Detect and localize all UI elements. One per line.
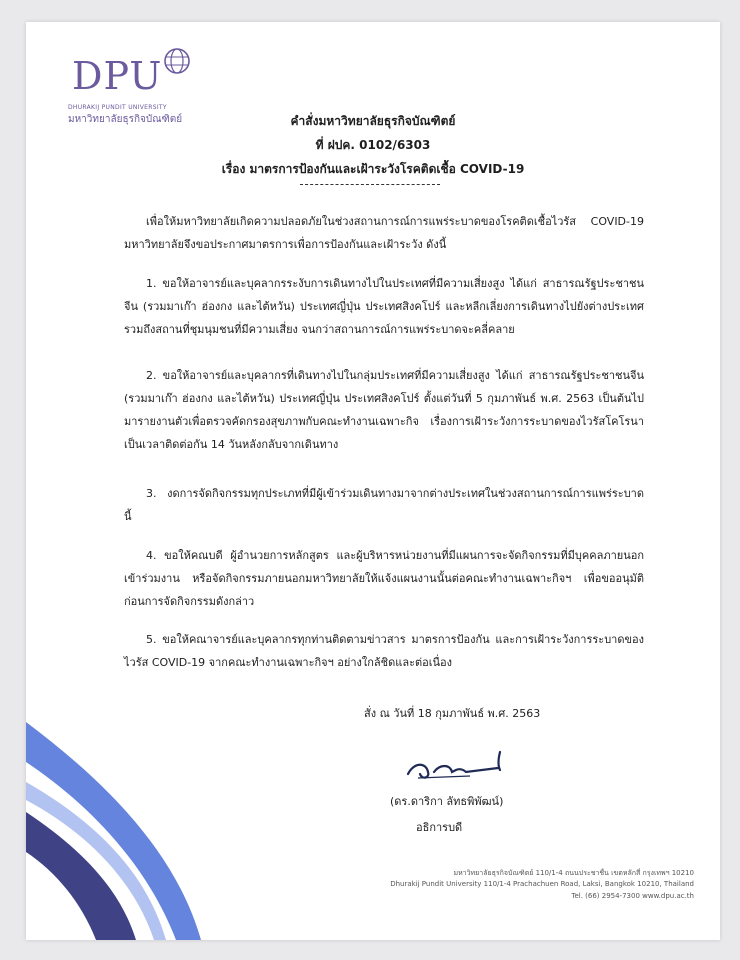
signer-name: (ดร.ดาริกา ลัทธพิพัฒน์) (390, 795, 504, 808)
footer-contact: Tel. (66) 2954-7300 www.dpu.ac.th (571, 892, 694, 900)
order-number: ที่ ฝปค. 0102/6303 (315, 138, 431, 152)
footer-address-english: Dhurakij Pundit University 110/1-4 Prachachuen Road, Laksi, Bangkok 10210, Thailand (390, 880, 694, 888)
document-page (26, 22, 720, 940)
footer-address-thai: มหาวิทยาลัยธุรกิจบัณฑิตย์ 110/1-4 ถนนประชาชื่น เขตหลักสี่ กรุงเทพฯ 10210 (453, 869, 694, 877)
measure-item-3: 3. งดการจัดกิจกรรมทุกประเภทที่มีผู้เข้าร่วมเดินทางมาจากต่างประเทศในช่วงสถานการณ์การแพร่ระบาดนี้ (124, 487, 644, 523)
logo-thai-name: มหาวิทยาลัยธุรกิจบัณฑิตย์ (68, 114, 183, 125)
header-divider (300, 184, 440, 185)
intro-paragraph: เพื่อให้มหาวิทยาลัยเกิดความปลอดภัยในช่วงสถานการณ์การแพร่ระบาดของโรคติดเชื้อไวรัส COVID-19 มหาวิทยาลัยจึงขอประกาศมาตรการเพื่อการป้องกันและเฝ้าระวัง ดังนี้ (124, 215, 644, 251)
globe-icon (162, 46, 192, 76)
measure-item-1: 1. ขอให้อาจารย์และบุคลากรระงับการเดินทางไปในประเทศที่มีความเสี่ยงสูง ได้แก่ สาธารณรัฐประชาชนจีน (รวมมาเก๊า ฮ่องกง และไต้หวัน) ประเทศญี่ปุ่น ประเทศสิงคโปร์ และหลีกเลี่ยงการเดินทางไปยังต่างประเทศรวมถึงสถานที่ชุมนุมชนที่มีความเสี่ยง จนกว่าสถานการณ์การแพร่ระบาดจะคลี่คลาย (124, 277, 644, 336)
order-title: คำสั่งมหาวิทยาลัยธุรกิจบัณฑิตย์ (290, 114, 456, 128)
measure-item-4: 4. ขอให้คณบดี ผู้อำนวยการหลักสูตร และผู้บริหารหน่วยงานที่มีแผนการจะจัดกิจกรรมที่มีบุคคลภายนอกเข้าร่วมงาน หรือจัดกิจกรรมภายนอกมหาวิทยาลัยให้แจ้งแผนงานนั้นต่อคณะทำงานเฉพาะกิจฯ เพื่อขออนุมัติก่อนการจัดกิจกรรมดังกล่าว (124, 549, 644, 608)
issue-date: สั่ง ณ วันที่ 18 กุมภาพันธ์ พ.ศ. 2563 (364, 707, 541, 720)
signer-position: อธิการบดี (416, 821, 463, 834)
order-subject: เรื่อง มาตรการป้องกันและเฝ้าระวังโรคติดเชื้อ COVID-19 (221, 162, 525, 176)
logo-mark: DPU (72, 54, 163, 98)
logo-english-name: DHURAKIJ PUNDIT UNIVERSITY (68, 104, 167, 111)
measure-item-2: 2. ขอให้อาจารย์และบุคลากรที่เดินทางไปในกลุ่มประเทศที่มีความเสี่ยงสูง ได้แก่ สาธารณรัฐประชาชนจีน (รวมมาเก๊า ฮ่องกง และไต้หวัน) ประเทศญี่ปุ่น ประเทศสิงคโปร์ ตั้งแต่วันที่ 5 กุมภาพันธ์ พ.ศ. 2563 เป็นต้นไป มารายงานตัวเพื่อตรวจคัดกรองสุขภาพกับคณะทำงานเฉพาะกิจ เรื่องการเฝ้าระวังการระบาดของไวรัสโคโรนา เป็นเวลาติดต่อกัน 14 วันหลังกลับจากเดินทาง (124, 369, 644, 451)
handwritten-signature (400, 734, 520, 784)
measure-item-5: 5. ขอให้คณาจารย์และบุคลากรทุกท่านติดตามข่าวสาร มาตรการป้องกัน และการเฝ้าระวังการระบาดของไวรัส COVID-19 จากคณะทำงานเฉพาะกิจฯ อย่างใกล้ชิดและต่อเนื่อง (124, 633, 644, 669)
